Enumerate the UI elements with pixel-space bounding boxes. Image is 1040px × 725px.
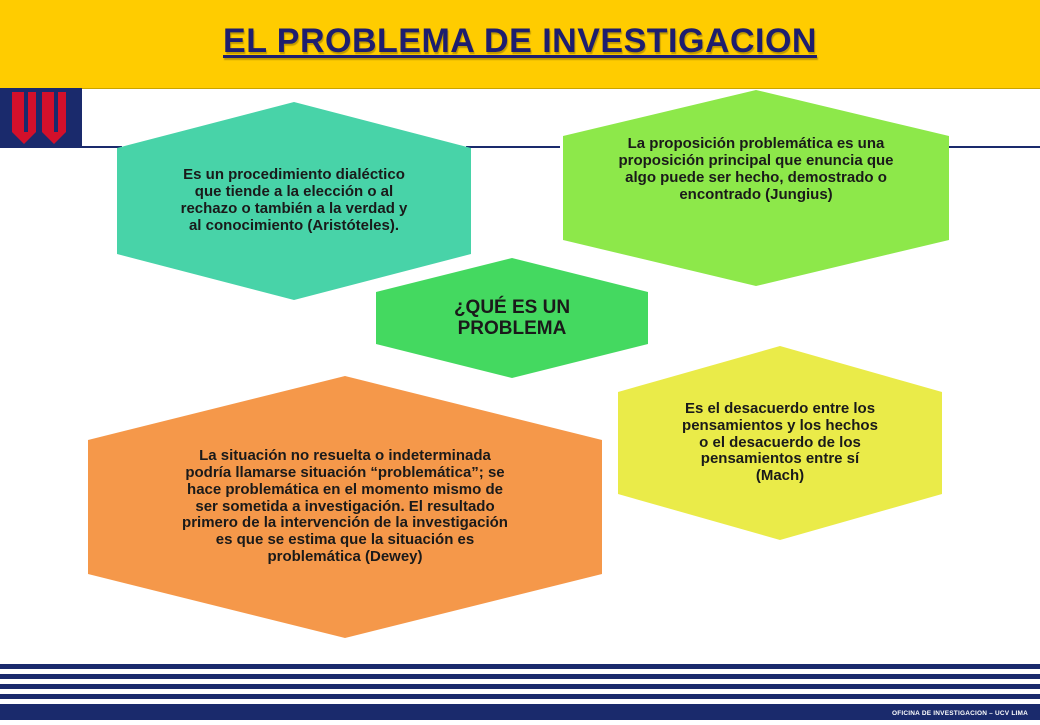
hexagon-dewey-text: La situación no resuelta o indeterminada podría llamarse situación “problemática”; se hace problemática en el momento mismo de ser sometida a investigación. El resultado primero de la intervención de la investigación es que se estima que la situación es problemática (Dewey)	[182, 446, 508, 566]
hexagon-mach-text: Es el desacuerdo entre los pensamientos y los hechos o el desacuerdo de los pensamientos entre sí (Mach)	[682, 399, 878, 485]
page-title: EL PROBLEMA DE INVESTIGACION	[223, 22, 817, 60]
hexagon-jungius-text: La proposición problemática es una proposición principal que enuncia que algo puede ser hecho, demostrado o encontrado (Jungius)	[618, 135, 894, 203]
hexagon-jungius	[563, 90, 949, 286]
hexagon-dewey	[88, 376, 602, 638]
header-divider-left	[82, 146, 122, 148]
header-divider-right	[948, 146, 1040, 148]
hexagon-mach	[618, 346, 942, 540]
title-bar	[0, 0, 1040, 89]
hexagon-center	[376, 258, 648, 378]
hexagon-aristoteles-text: Es un procedimiento dialéctico que tiende a la elección o al rechazo o también a la verdad y al conocimiento (Aristóteles).	[180, 166, 408, 234]
center-question: ¿QUÉ ES UN PROBLEMA	[453, 296, 571, 339]
logo-shield-icon	[0, 88, 82, 148]
footer-text: OFICINA DE INVESTIGACION – UCV LIMA	[891, 710, 1028, 717]
university-logo	[0, 88, 82, 148]
footer-stripes	[0, 664, 1040, 720]
header-divider-middle	[466, 146, 560, 148]
